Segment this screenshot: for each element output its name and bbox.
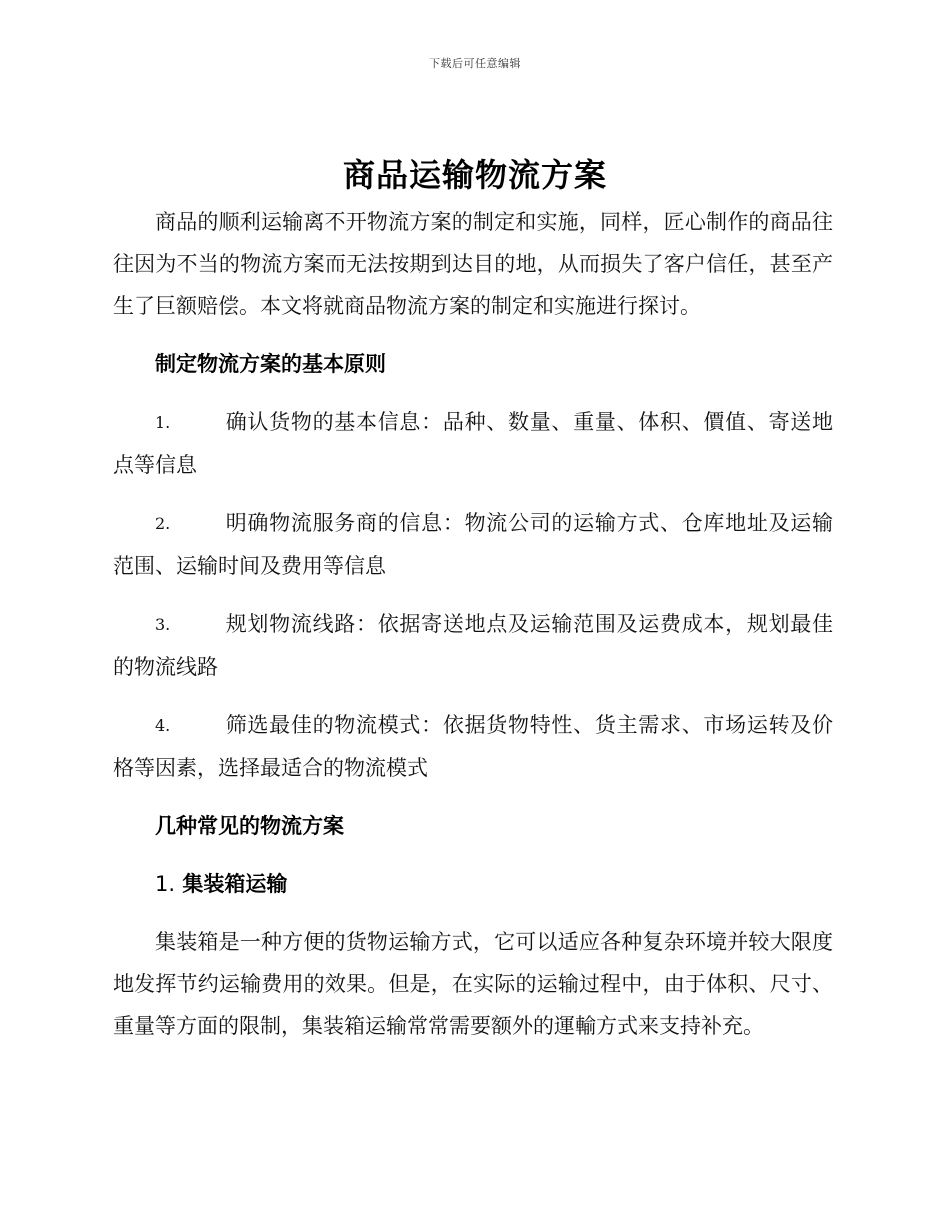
list-text: 明确物流服务商的信息：物流公司的运输方式、仓库地址及运输范围、运输时间及费用等信息 xyxy=(113,511,833,578)
list-item xyxy=(113,401,833,486)
container-paragraph: 集装箱是一种方便的货物运输方式，它可以适应各种复杂环境并较大限度地发挥节约运输费用的效果。但是，在实际的运输过程中，由于体积、尺寸、重量等方面的限制，集装箱运输常常需要额外的運輸方式来支持补充。 xyxy=(113,930,833,1038)
subsection-heading-container xyxy=(113,863,833,905)
document-body xyxy=(113,201,833,1047)
list-item xyxy=(113,502,833,587)
list-number: 4. xyxy=(155,716,171,735)
list-number: 3. xyxy=(155,615,171,634)
list-number: 1. xyxy=(155,413,171,432)
list-text: 规划物流线路：依据寄送地点及运输范围及运费成本，规划最佳的物流线路 xyxy=(113,612,833,679)
list-number: 2. xyxy=(155,514,171,533)
section-heading-common-solutions: 几种常见的物流方案 xyxy=(155,814,344,838)
list-item xyxy=(113,603,833,688)
subsection-number: 1. xyxy=(155,872,176,896)
list-item xyxy=(113,704,833,789)
list-text: 确认货物的基本信息：品种、数量、重量、体积、價值、寄送地点等信息 xyxy=(113,410,833,477)
page-title: 商品运输物流方案 xyxy=(342,156,607,194)
subsection-title: 集装箱运输 xyxy=(182,872,288,896)
list-text: 筛选最佳的物流模式：依据货物特性、货主需求、市场运转及价格等因素，选择最适合的物流模式 xyxy=(113,713,833,780)
intro-paragraph: 商品的顺利运输离不开物流方案的制定和实施，同样，匠心制作的商品往往因为不当的物流方案而无法按期到达目的地，从而损失了客户信任，甚至产生了巨额赔偿。本文将就商品物流方案的制定和实施进行探讨。 xyxy=(113,210,833,318)
section-heading-principles: 制定物流方案的基本原则 xyxy=(155,352,386,376)
header-note: 下载后可任意编辑 xyxy=(429,57,521,70)
